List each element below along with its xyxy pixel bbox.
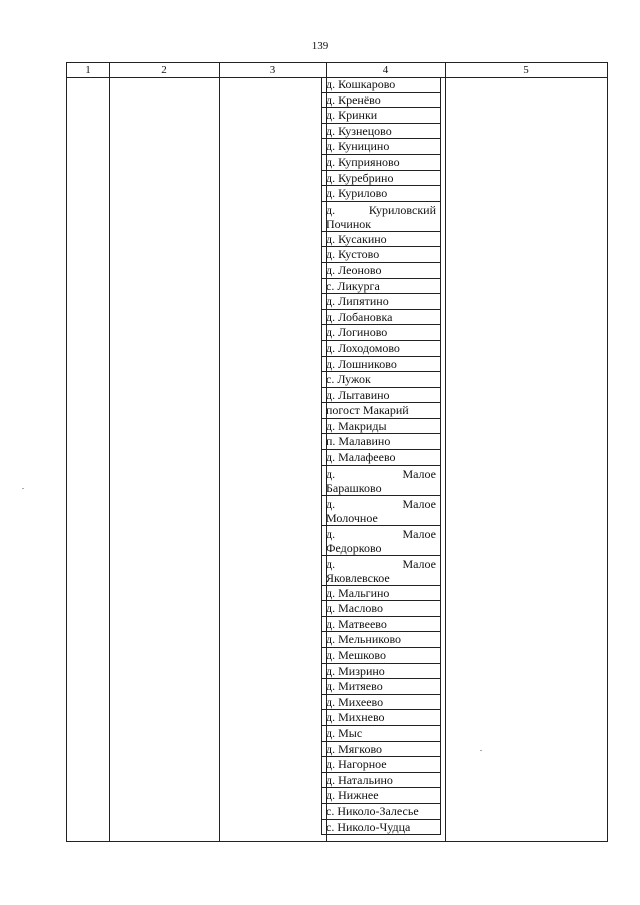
settlement-cell: п. Малавино xyxy=(321,434,441,450)
settlement-name-part: Молочное xyxy=(326,510,378,525)
settlement-cell xyxy=(321,496,441,526)
settlement-cell: с. Лужок xyxy=(321,372,441,388)
column-divider xyxy=(219,63,220,841)
settlement-cell: д. Нижнее xyxy=(321,788,441,804)
settlement-type: д. xyxy=(326,202,336,217)
settlement-cell: д. Михнево xyxy=(321,710,441,726)
scan-speck xyxy=(22,488,24,489)
settlement-name-part: Федорково xyxy=(326,540,382,555)
settlement-cell: д. Митяево xyxy=(321,679,441,695)
settlement-cell: д. Липятино xyxy=(321,294,441,310)
column-header-2: 2 xyxy=(161,64,167,76)
settlement-name-part: Малое xyxy=(402,556,436,571)
settlement-type: д. xyxy=(326,496,336,511)
settlement-cell: д. Мыс xyxy=(321,726,441,742)
settlement-type: д. xyxy=(326,556,336,571)
settlement-cell: д. Куприяново xyxy=(321,155,441,171)
settlement-name-part: Малое xyxy=(402,466,436,481)
settlement-name-part: Малое xyxy=(402,526,436,541)
settlement-list xyxy=(321,77,441,835)
settlement-name-part: Барашково xyxy=(326,480,382,495)
settlement-cell: д. Кошкарово xyxy=(321,77,441,93)
settlement-cell: д. Михеево xyxy=(321,695,441,711)
settlement-cell: д. Натальино xyxy=(321,773,441,789)
column-divider xyxy=(109,63,110,841)
settlement-type: д. xyxy=(326,526,336,541)
settlement-cell xyxy=(321,556,441,586)
settlement-cell: погост Макарий xyxy=(321,403,441,419)
settlement-cell: д. Мальгино xyxy=(321,586,441,602)
settlement-cell: д. Кустово xyxy=(321,247,441,263)
settlement-cell: д. Лытавино xyxy=(321,388,441,404)
settlement-cell: д. Мешково xyxy=(321,648,441,664)
settlement-cell: д. Лоходомово xyxy=(321,341,441,357)
settlement-cell: д. Лобановка xyxy=(321,310,441,326)
settlement-cell xyxy=(321,202,441,232)
column-header-5: 5 xyxy=(523,64,529,76)
settlement-cell: д. Курилово xyxy=(321,186,441,202)
column-divider xyxy=(445,63,446,841)
settlement-cell: д. Логиново xyxy=(321,325,441,341)
settlement-cell: д. Матвеево xyxy=(321,617,441,633)
settlement-name-part: Яковлевское xyxy=(326,570,390,585)
settlement-cell: с. Николо-Залесье xyxy=(321,804,441,820)
settlement-cell: д. Куребрино xyxy=(321,171,441,187)
settlement-name-part: Куриловский xyxy=(368,202,436,217)
settlement-cell: д. Кренёво xyxy=(321,93,441,109)
scan-speck xyxy=(480,750,482,751)
settlement-cell: д. Куницино xyxy=(321,139,441,155)
settlement-cell: д. Кринки xyxy=(321,108,441,124)
settlement-cell: с. Николо-Чудца xyxy=(321,820,441,836)
page-number: 139 xyxy=(311,40,329,52)
column-header-3: 3 xyxy=(269,64,276,76)
settlement-cell: д. Макриды xyxy=(321,419,441,435)
settlement-cell: д. Маслово xyxy=(321,601,441,617)
settlement-cell: д. Нагорное xyxy=(321,757,441,773)
settlement-cell xyxy=(321,526,441,556)
settlement-cell xyxy=(321,466,441,496)
settlement-name-part: Малое xyxy=(402,496,436,511)
settlement-cell: д. Малафеево xyxy=(321,450,441,466)
table-header-row xyxy=(67,63,607,78)
column-header-1: 1 xyxy=(85,64,91,76)
settlement-cell: д. Леоново xyxy=(321,263,441,279)
settlement-cell: д. Лошниково xyxy=(321,357,441,373)
settlement-name-part: Починок xyxy=(326,216,372,231)
settlement-type: д. xyxy=(326,466,336,481)
settlement-cell: д. Мягково xyxy=(321,742,441,758)
settlement-cell: д. Кузнецово xyxy=(321,124,441,140)
document-table xyxy=(66,62,608,842)
settlement-cell: д. Мельниково xyxy=(321,632,441,648)
settlement-cell: с. Ликурга xyxy=(321,279,441,295)
settlement-cell: д. Кусакино xyxy=(321,232,441,248)
settlement-cell: д. Мизрино xyxy=(321,664,441,680)
column-header-4: 4 xyxy=(382,64,389,76)
